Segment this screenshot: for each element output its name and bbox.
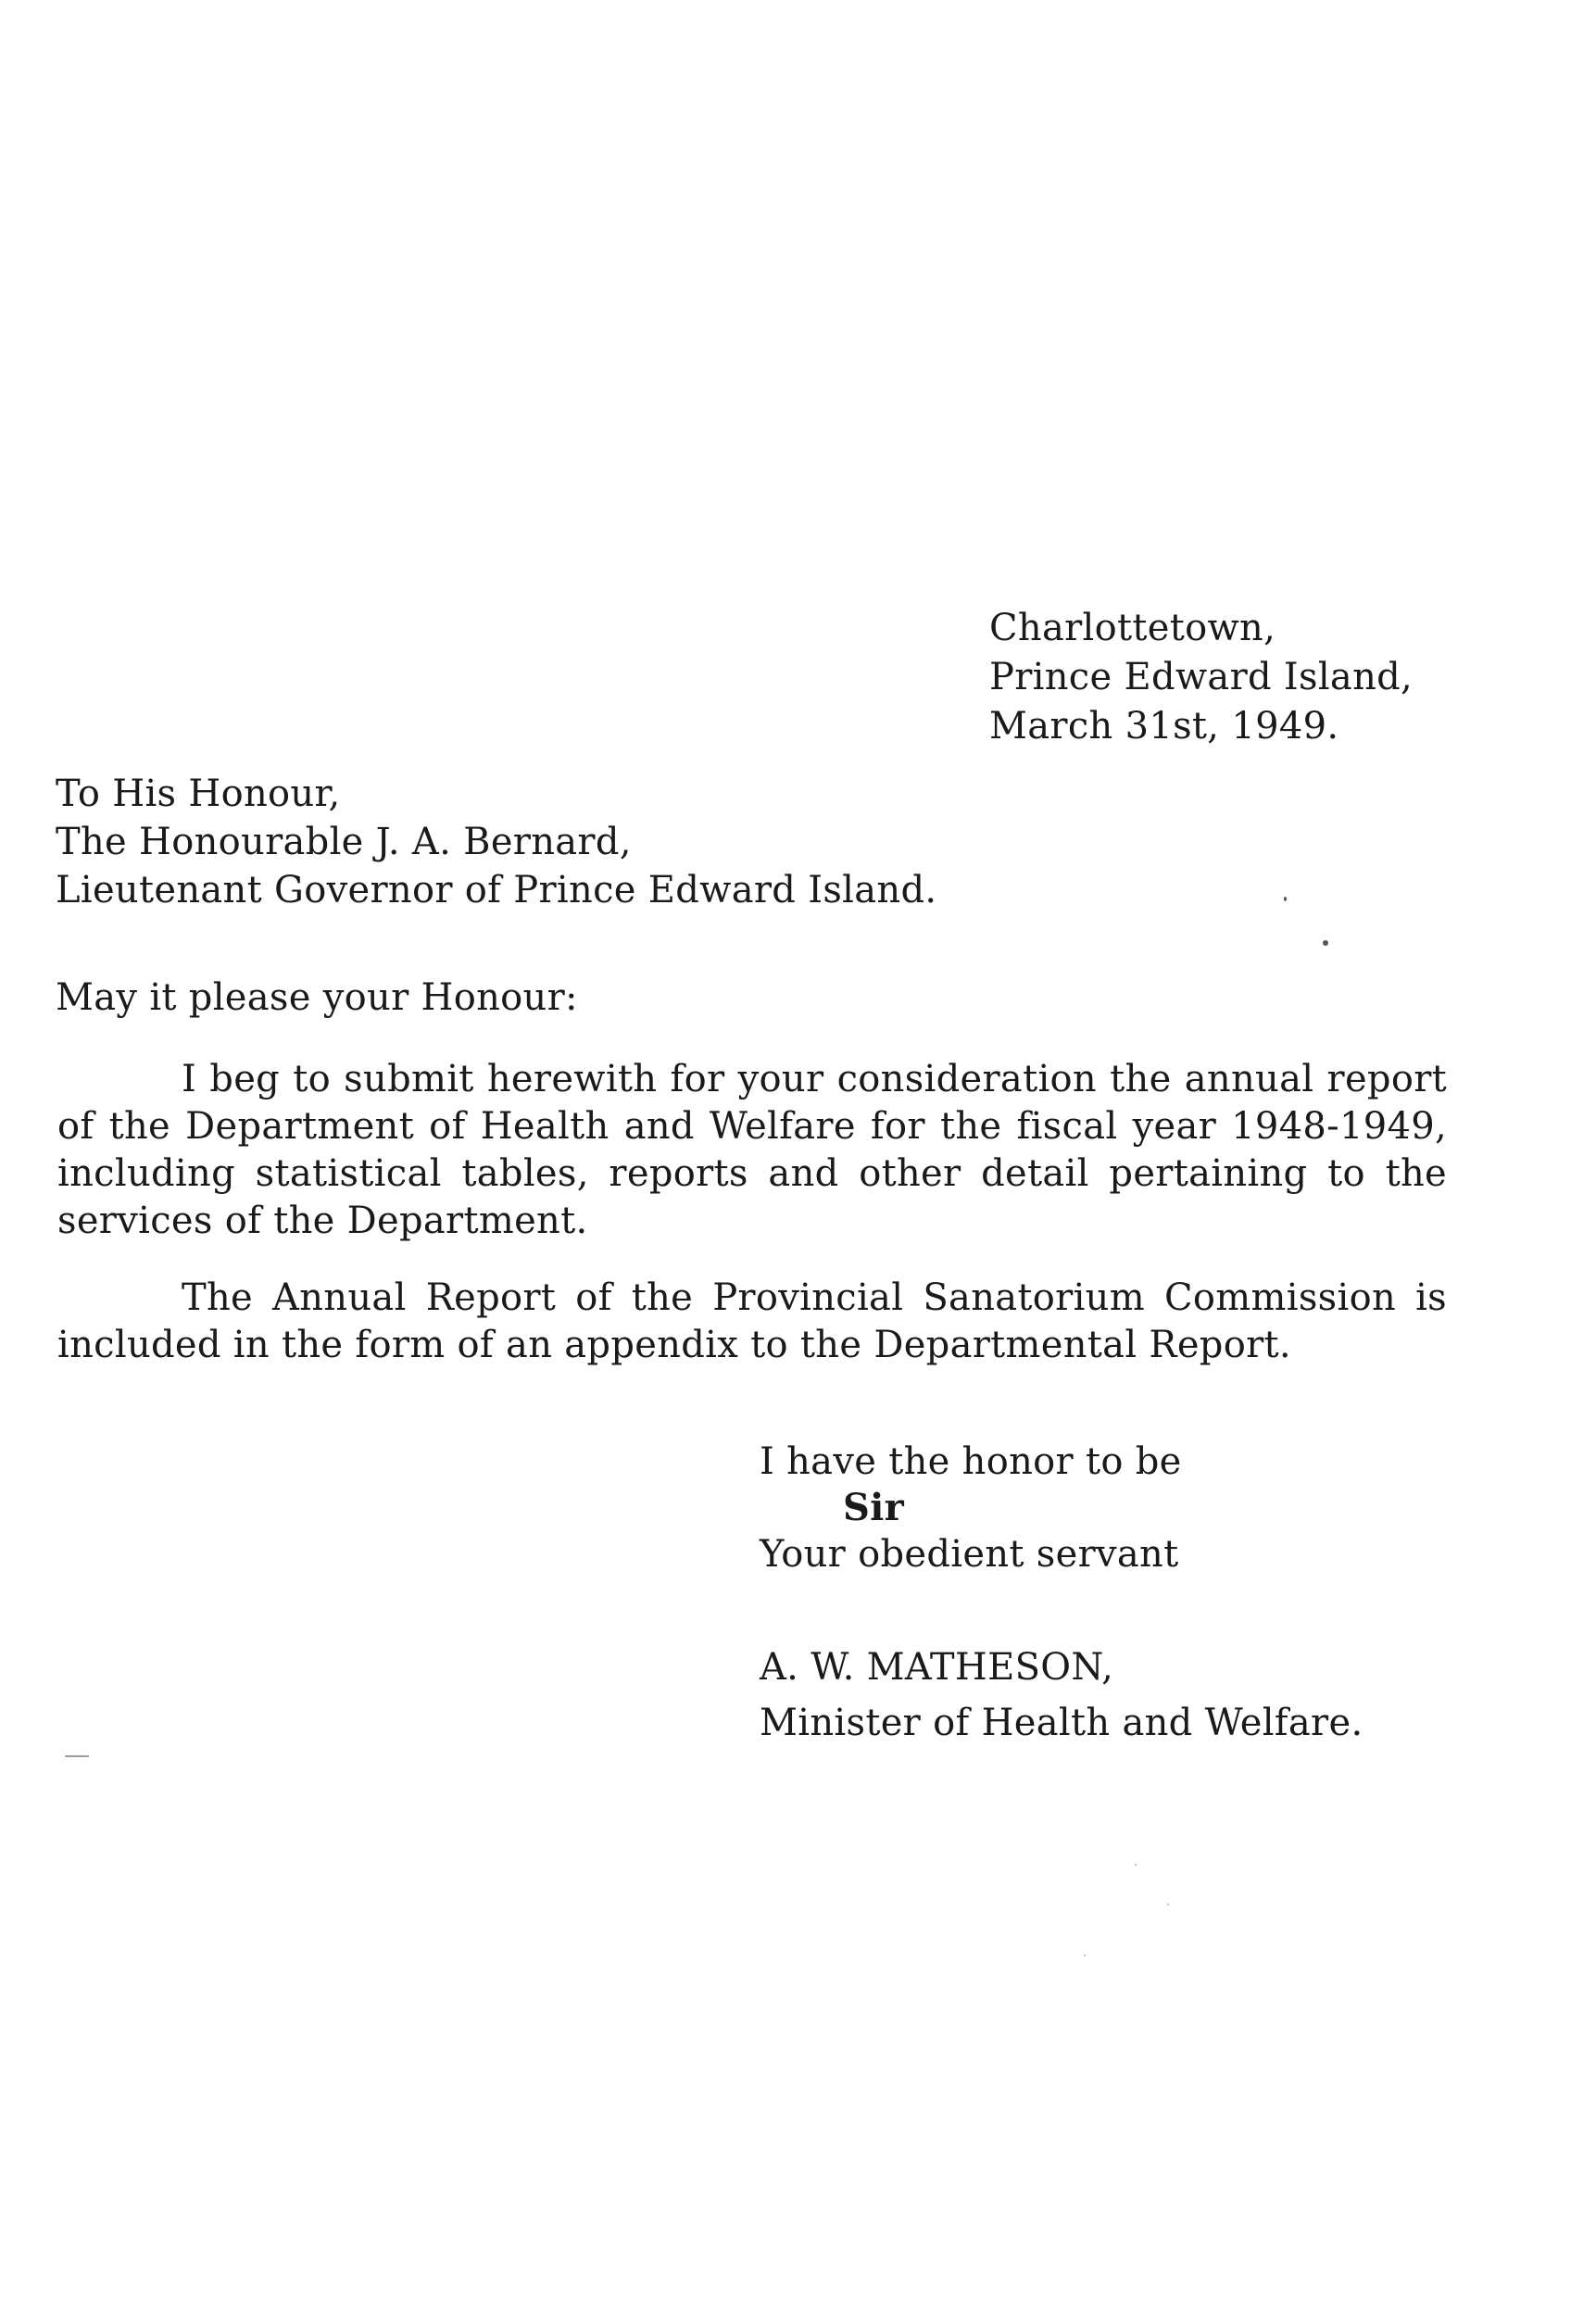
greeting: May it please your Honour: — [56, 976, 578, 1019]
scan-speck — [1084, 1954, 1086, 1956]
paragraph1-line2: of the Department of Health and Welfare for the fiscal year 1948-1949, — [57, 1105, 1447, 1148]
scan-speck — [65, 1755, 89, 1757]
scan-speck — [1323, 940, 1328, 946]
paragraph1-line1: I beg to submit herewith for your consideration the annual report — [182, 1058, 1447, 1100]
signature-name: A. W. MATHESON, — [760, 1646, 1114, 1689]
letter-date: March 31st, 1949. — [989, 705, 1339, 748]
letter-province: Prince Edward Island, — [989, 656, 1414, 698]
scan-speck — [1167, 1904, 1169, 1905]
scan-speck — [1135, 1864, 1137, 1866]
closing-sir: Sir — [843, 1486, 905, 1529]
letter-city: Charlottetown, — [989, 607, 1276, 649]
closing-line1: I have the honor to be — [760, 1440, 1182, 1483]
paragraph1-line4: services of the Department. — [57, 1200, 588, 1242]
signature-title: Minister of Health and Welfare. — [760, 1702, 1364, 1744]
paragraph1-line3: including statistical tables, reports and other detail pertaining to the — [57, 1152, 1447, 1195]
closing-line3: Your obedient servant — [760, 1533, 1179, 1576]
address-recipient-title: Lieutenant Governor of Prince Edward Island. — [56, 869, 937, 911]
paragraph2-line1: The Annual Report of the Provincial Sanatorium Commission is — [182, 1276, 1447, 1319]
scan-speck — [1284, 897, 1287, 901]
address-salutation: To His Honour, — [56, 773, 341, 815]
address-recipient-name: The Honourable J. A. Bernard, — [56, 821, 632, 863]
paragraph2-line2: included in the form of an appendix to the Departmental Report. — [57, 1324, 1291, 1366]
